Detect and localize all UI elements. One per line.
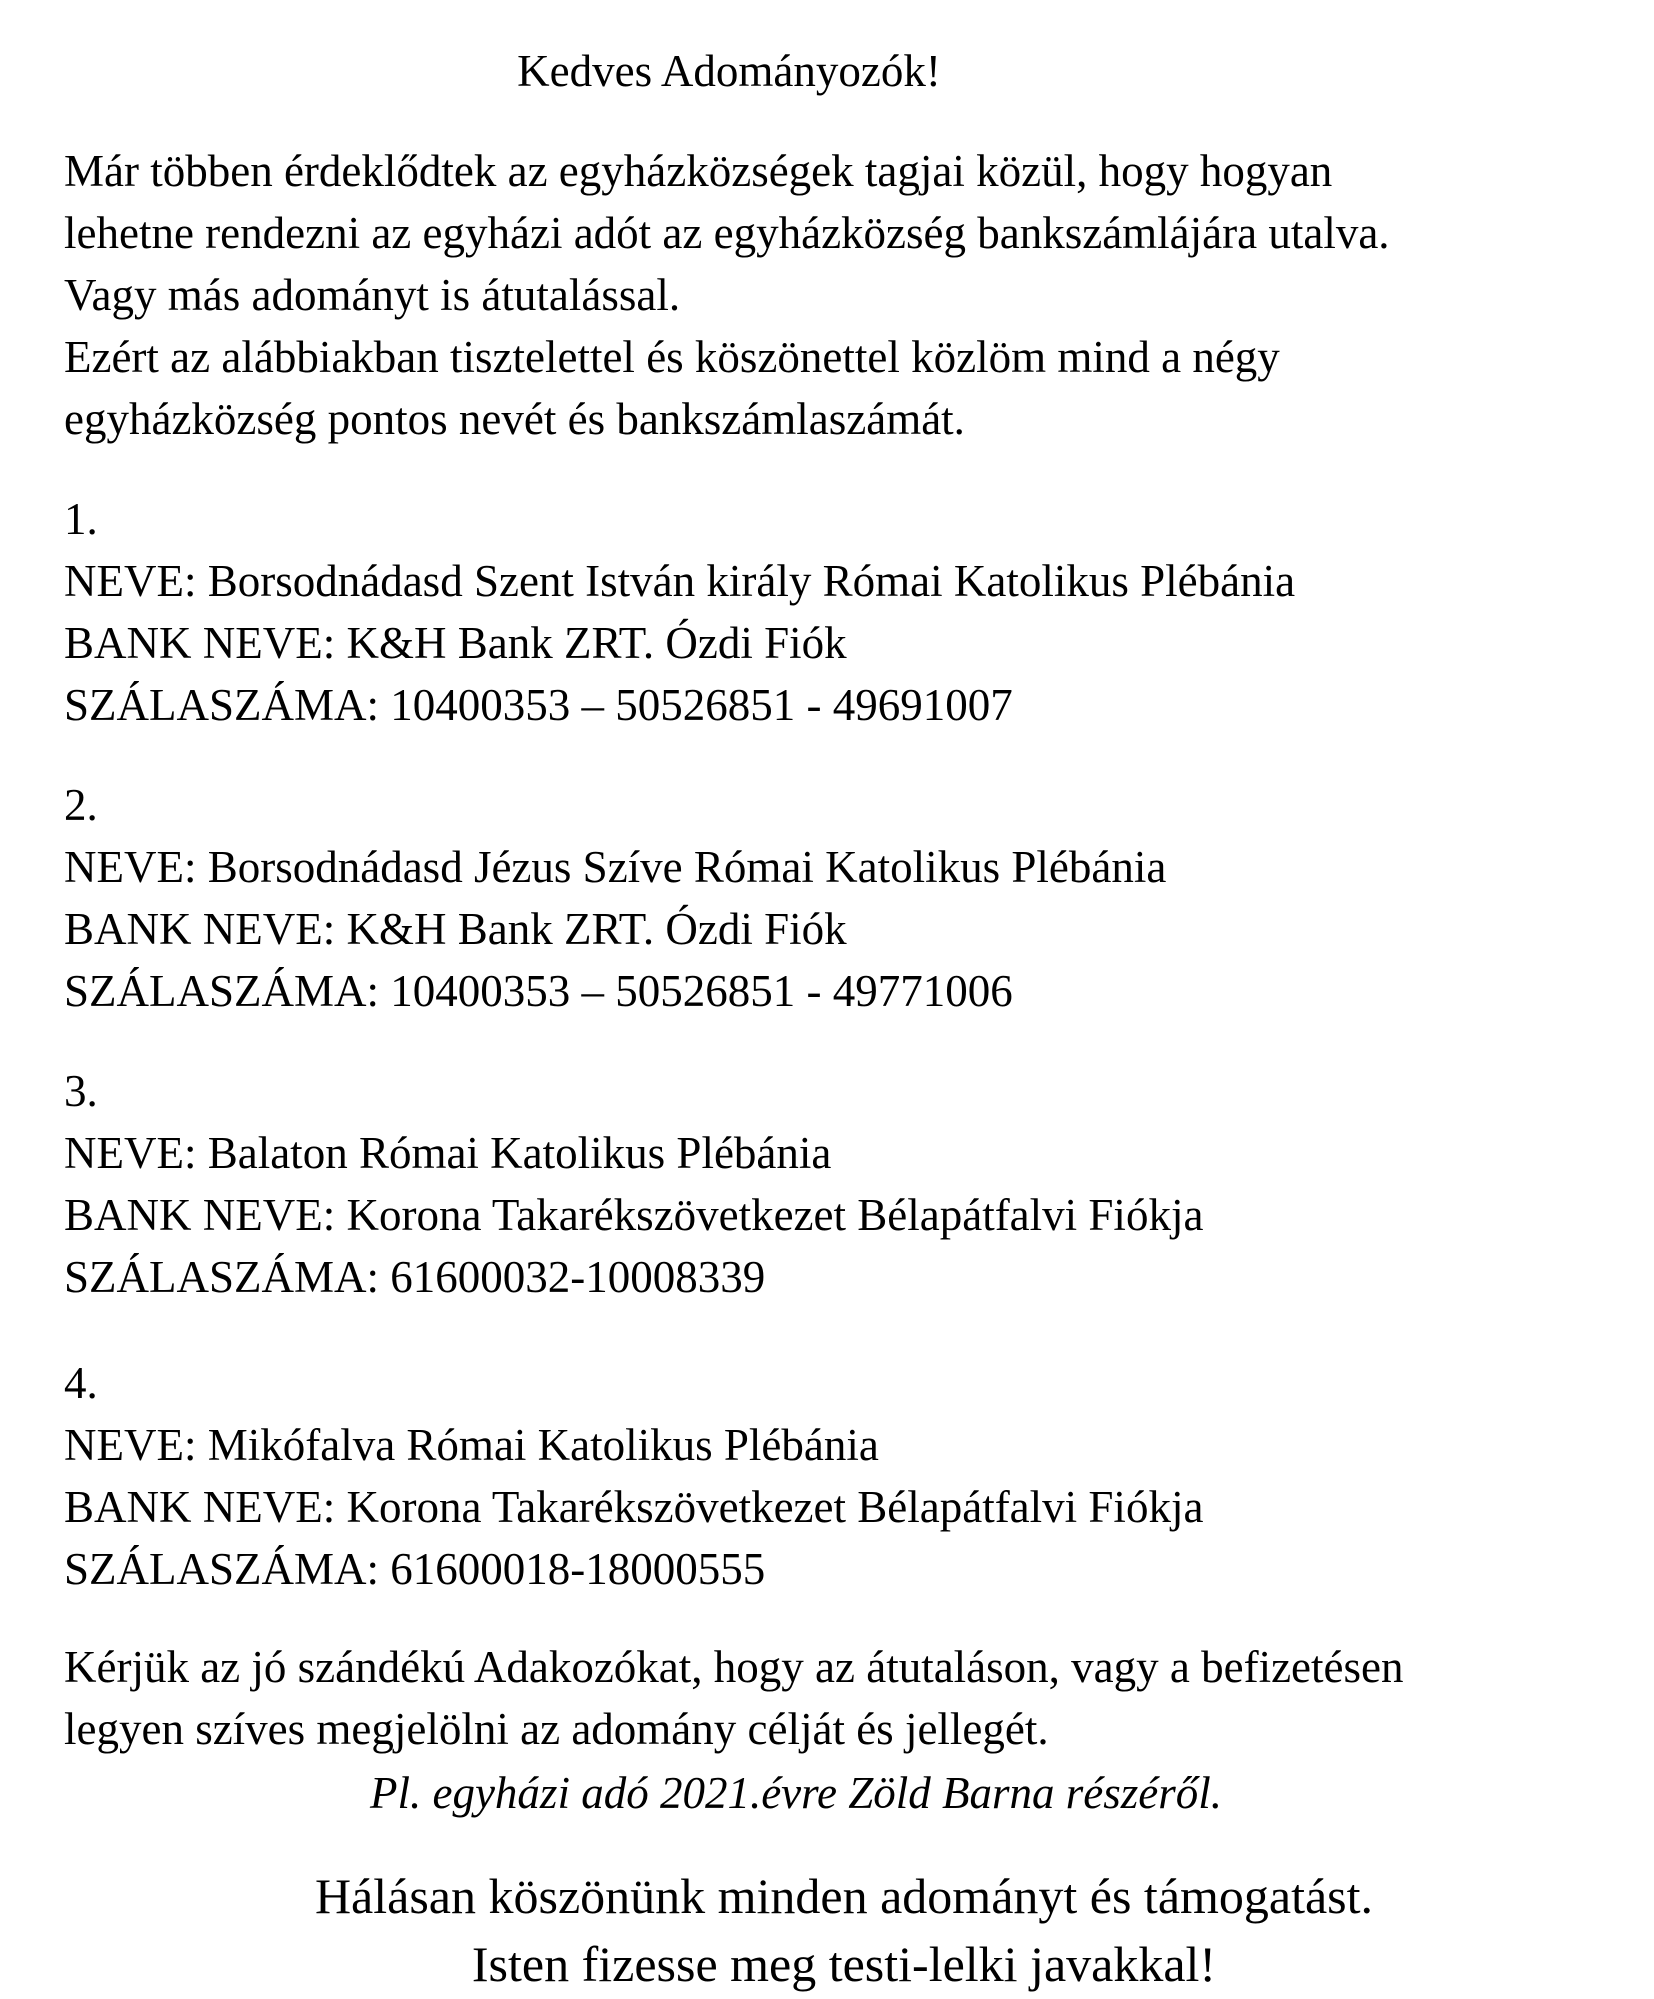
- parish-name-line: NEVE: Borsodnádasd Szent István király Római Katolikus Plébánia: [64, 556, 1296, 606]
- request-line: Kérjük az jó szándékú Adakozókat, hogy az átutaláson, vagy a befizetésen: [64, 1642, 1404, 1692]
- account-number-line: SZÁLASZÁMA: 61600032-10008339: [64, 1252, 766, 1302]
- intro-line: Vagy más adományt is átutalással.: [64, 270, 681, 320]
- intro-paragraph: [64, 140, 1598, 450]
- bank-name-line: BANK NEVE: Korona Takarékszövetkezet Bélapátfalvi Fiókja: [64, 1482, 1204, 1532]
- parish-entry-4: [64, 1352, 1598, 1600]
- parish-entry-2: [64, 774, 1598, 1022]
- request-line: legyen szíves megjelölni az adomány célját és jellegét.: [64, 1704, 1049, 1754]
- bank-name-line: BANK NEVE: K&H Bank ZRT. Ózdi Fiók: [64, 904, 847, 954]
- parish-name-line: NEVE: Balaton Római Katolikus Plébánia: [64, 1128, 832, 1178]
- intro-line: lehetne rendezni az egyházi adót az egyházközség bankszámlájára utalva.: [64, 208, 1390, 258]
- account-number-line: SZÁLASZÁMA: 10400353 – 50526851 - 49771006: [64, 966, 1013, 1016]
- closing-paragraph: [64, 1862, 1624, 1998]
- bank-name-line: BANK NEVE: Korona Takarékszövetkezet Bélapátfalvi Fiókja: [64, 1190, 1204, 1240]
- entry-number: 3.: [64, 1066, 98, 1116]
- request-paragraph: [64, 1636, 1598, 1760]
- blessing-line: Isten fizesse meg testi-lelki javakkal!: [471, 1936, 1217, 1992]
- intro-line: Már többen érdeklődtek az egyházközségek tagjai közül, hogy hogyan: [64, 146, 1333, 196]
- entry-number: 1.: [64, 494, 98, 544]
- entry-number: 2.: [64, 780, 98, 830]
- parish-entry-1: [64, 488, 1598, 736]
- parish-name-line: NEVE: Mikófalva Római Katolikus Plébánia: [64, 1420, 879, 1470]
- thanks-line: Hálásan köszönünk minden adományt és támogatást.: [314, 1868, 1374, 1924]
- parish-name-line: NEVE: Borsodnádasd Jézus Szíve Római Katolikus Plébánia: [64, 842, 1167, 892]
- intro-line: Ezért az alábbiakban tisztelettel és köszönettel közlöm mind a négy: [64, 332, 1280, 382]
- intro-line: egyházközség pontos nevét és bankszámlaszámát.: [64, 394, 965, 444]
- parish-entry-3: [64, 1060, 1598, 1308]
- account-number-line: SZÁLASZÁMA: 10400353 – 50526851 - 49691007: [64, 680, 1013, 730]
- example-donation-line: Pl. egyházi adó 2021.évre Zöld Barna részéről.: [370, 1768, 1222, 1818]
- entry-number: 4.: [64, 1358, 98, 1408]
- bank-name-line: BANK NEVE: K&H Bank ZRT. Ózdi Fiók: [64, 618, 847, 668]
- document-title: Kedves Adományozók!: [517, 46, 941, 96]
- account-number-line: SZÁLASZÁMA: 61600018-18000555: [64, 1544, 766, 1594]
